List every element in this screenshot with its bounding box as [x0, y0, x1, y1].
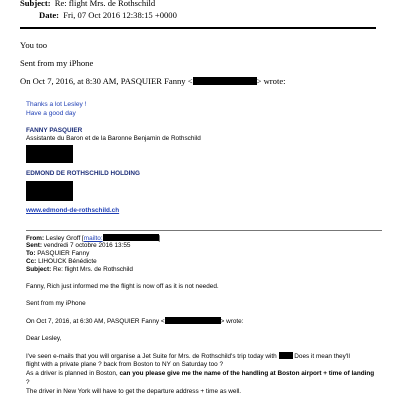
subject-value: Re: flight Mrs. de Rothschild: [54, 0, 156, 8]
reply-quote-intro: [20, 76, 286, 86]
lesley-quote-intro: [26, 317, 244, 325]
fwd-subject-row: [26, 266, 133, 273]
orig-greeting: Dear Lesley,: [26, 335, 62, 342]
orig-paragraph-2: [26, 370, 374, 377]
redacted-name: [279, 352, 293, 359]
fwd-sent-row: [26, 242, 130, 249]
fanny-goodday: Have a good day: [26, 110, 76, 117]
fwd-to-value: PASQUIER Fanny: [37, 250, 90, 257]
fwd-to-label: To:: [26, 250, 36, 257]
redacted-signature-1: [26, 145, 73, 163]
fwd-from-mailto[interactable]: mailto:: [83, 235, 103, 242]
fwd-from-label: From:: [26, 235, 45, 242]
fanny-thanks: Thanks a lot Lesley !: [26, 101, 87, 108]
fwd-cc-label: Cc:: [26, 258, 37, 265]
signature-company: EDMOND DE ROTHSCHILD HOLDING: [26, 170, 140, 177]
fwd-cc-value: LIHOUCK Bénédicte: [38, 258, 97, 265]
fwd-sent-label: Sent:: [26, 242, 42, 249]
fwd-from-close: ]: [158, 235, 161, 242]
orig-p1-c: flight with a private plane ? back from Boston to NY on Saturday too ?: [26, 361, 224, 368]
orig-p2-bold: can you please give me the name of the handling at Boston airport + time of landing: [119, 370, 375, 377]
reply-line-1: You too: [20, 40, 48, 50]
redacted-email: [193, 77, 257, 85]
fwd-to-row: [26, 250, 89, 257]
forward-divider: [26, 230, 382, 231]
quote-intro-after: > wrote:: [256, 76, 286, 86]
reply-line-2: Sent from my iPhone: [20, 58, 94, 68]
date-label: Date:: [39, 10, 60, 20]
fwd-subject-label: Subject:: [26, 266, 52, 273]
orig-paragraph-1a: [26, 352, 350, 360]
fwd-from-row: [26, 234, 160, 242]
fwd-subject-value: Re: flight Mrs. de Rothschild: [53, 266, 133, 273]
fwd-sent-value: vendredi 7 octobre 2016 13:55: [43, 242, 131, 249]
orig-p2-c: ?: [26, 379, 30, 386]
redacted-fanny-email: [165, 317, 221, 324]
redacted-signature-2: [26, 181, 73, 201]
lesley-quote-after: > wrote:: [220, 318, 244, 325]
lesley-quote-before: On Oct 7, 2016, at 6:30 AM, PASQUIER Fanny <: [26, 318, 165, 325]
header-divider: [20, 27, 376, 29]
lesley-line-2: Sent from my iPhone: [26, 300, 86, 307]
lesley-line-1: Fanny, Rich just informed me the flight is now off as it is not needed.: [26, 283, 219, 290]
email-subject-row: [20, 0, 155, 8]
fwd-cc-row: [26, 258, 97, 265]
redacted-from-email: [103, 234, 159, 241]
email-date-row: [39, 10, 177, 20]
subject-label: Subject:: [20, 0, 51, 8]
signature-role: Assistante du Baron et de la Baronne Benjamin de Rothschild: [26, 135, 201, 142]
orig-p1-a: I've seen e-mails that you will organise a Jet Suite for Mrs. de Rothschild's trip today with: [26, 353, 277, 360]
orig-paragraph-3: The driver in New York will have to get the departure address + time as well.: [26, 388, 242, 395]
orig-p1-b: Does it mean they'll: [294, 353, 350, 360]
fwd-from-value: Lesley Groff [: [45, 235, 84, 242]
orig-p2-a: As a driver is planned in Boston,: [26, 370, 120, 377]
signature-name: FANNY PASQUIER: [26, 127, 83, 134]
quote-intro-before: On Oct 7, 2016, at 8:30 AM, PASQUIER Fanny <: [20, 76, 193, 86]
signature-website[interactable]: www.edmond-de-rothschild.ch: [26, 207, 120, 214]
date-value: Fri, 07 Oct 2016 12:38:15 +0000: [63, 10, 177, 20]
